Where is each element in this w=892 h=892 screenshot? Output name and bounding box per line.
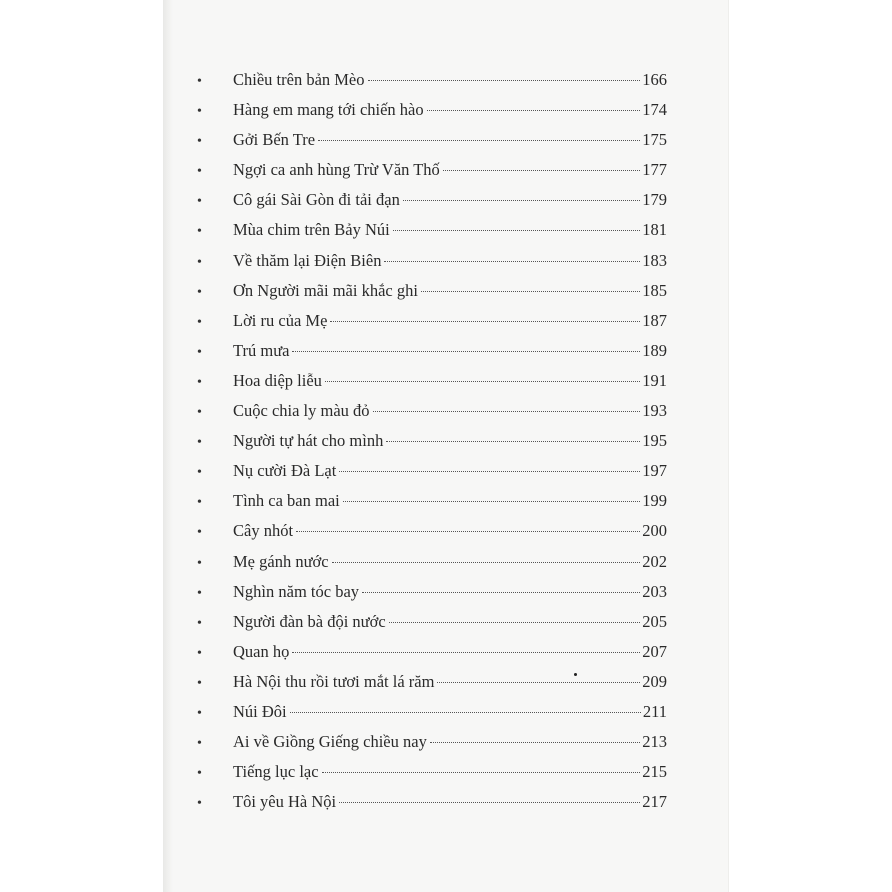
toc-entry-title: Mùa chim trên Bảy Núi — [233, 220, 390, 240]
bullet-icon: • — [197, 74, 202, 89]
bullet-icon: • — [197, 104, 202, 120]
toc-entry — [197, 336, 667, 366]
bullet-icon: • — [197, 736, 202, 752]
toc-entry-title: Tôi yêu Hà Nội — [233, 792, 337, 812]
dot-leader — [332, 562, 641, 563]
bullet-icon: • — [197, 344, 202, 360]
bullet-icon: • — [197, 224, 202, 240]
toc-entry-title: Về thăm lại Điện Biên — [233, 250, 382, 270]
toc-entry-page-number: 209 — [642, 671, 667, 691]
bullet-icon: • — [197, 585, 202, 601]
toc-entry-page-number: 181 — [642, 220, 667, 240]
toc-entry-page-number: 217 — [642, 792, 667, 812]
toc-entry-title: Ngợi ca anh hùng Trừ Văn Thố — [233, 160, 440, 180]
print-speck — [574, 673, 577, 676]
table-of-contents — [197, 65, 667, 817]
toc-entry — [197, 426, 667, 456]
toc-entry-title: Nghìn năm tóc bay — [233, 581, 360, 601]
bullet-icon: • — [197, 465, 202, 481]
dot-leader — [325, 381, 640, 382]
toc-entry — [197, 577, 667, 607]
page-gutter-shadow — [163, 0, 173, 892]
toc-entry — [197, 607, 667, 637]
toc-entry-title: Người đàn bà đội nước — [233, 611, 386, 631]
bullet-icon: • — [197, 525, 202, 541]
toc-entry — [197, 667, 667, 697]
dot-leader — [437, 682, 640, 683]
bullet-icon: • — [197, 766, 202, 782]
toc-entry-page-number: 187 — [642, 310, 667, 330]
bullet-icon: • — [197, 796, 202, 812]
dot-leader — [318, 140, 640, 141]
toc-entry-title: Tình ca ban mai — [233, 491, 340, 511]
toc-entry-page-number: 191 — [642, 370, 667, 390]
toc-entry-page-number: 174 — [642, 100, 667, 120]
bullet-icon: • — [197, 374, 202, 390]
dot-leader — [421, 291, 640, 292]
dot-leader — [443, 170, 640, 171]
toc-entry-title: Hàng em mang tới chiến hào — [233, 100, 424, 120]
bullet-icon: • — [197, 615, 202, 631]
bullet-icon: • — [197, 705, 202, 721]
toc-entry — [197, 366, 667, 396]
dot-leader — [393, 230, 641, 231]
bullet-icon: • — [197, 134, 202, 150]
toc-entry — [197, 787, 667, 817]
toc-entry — [197, 125, 667, 155]
bullet-icon: • — [197, 164, 202, 180]
toc-entry — [197, 757, 667, 787]
toc-entry-title: Quan họ — [233, 641, 290, 661]
toc-entry-title: Chiều trên bản Mèo — [233, 70, 365, 89]
toc-entry — [197, 215, 667, 245]
toc-entry — [197, 396, 667, 426]
toc-entry — [197, 456, 667, 486]
bullet-icon: • — [197, 435, 202, 451]
dot-leader — [403, 200, 640, 201]
toc-entry-page-number: 175 — [642, 130, 667, 150]
bullet-icon: • — [197, 314, 202, 330]
toc-entry-title: Người tự hát cho mình — [233, 431, 384, 451]
toc-entry-title: Mẹ gánh nước — [233, 551, 329, 571]
dot-leader — [296, 531, 640, 532]
toc-entry-title: Ơn Người mãi mãi khắc ghi — [233, 280, 418, 300]
toc-entry-title: Trú mưa — [233, 340, 290, 360]
dot-leader — [384, 261, 640, 262]
dot-leader — [292, 351, 640, 352]
toc-entry — [197, 185, 667, 215]
bullet-icon: • — [197, 675, 202, 691]
toc-entry — [197, 547, 667, 577]
toc-entry-title: Núi Đôi — [233, 701, 287, 721]
dot-leader — [290, 712, 641, 713]
toc-entry-title: Lời ru của Mẹ — [233, 310, 328, 330]
toc-entry — [197, 727, 667, 757]
toc-entry-page-number: 207 — [642, 641, 667, 661]
toc-entry — [197, 637, 667, 667]
toc-entry-title: Tiếng lục lạc — [233, 762, 319, 782]
dot-leader — [330, 321, 640, 322]
toc-entry-title: Ai về Giồng Giếng chiều nay — [233, 732, 427, 752]
dot-leader — [343, 501, 640, 502]
bullet-icon: • — [197, 405, 202, 421]
toc-entry-page-number: 177 — [642, 160, 667, 180]
dot-leader — [322, 772, 641, 773]
toc-entry-page-number: 199 — [642, 491, 667, 511]
bullet-icon: • — [197, 254, 202, 270]
toc-entry-page-number: 211 — [642, 701, 667, 721]
bullet-icon: • — [197, 645, 202, 661]
dot-leader — [368, 80, 641, 81]
dot-leader — [362, 592, 640, 593]
dot-leader — [339, 802, 640, 803]
toc-entry-title: Cuộc chia ly màu đỏ — [233, 401, 370, 421]
dot-leader — [386, 441, 640, 442]
bullet-icon: • — [197, 555, 202, 571]
toc-entry-page-number: 213 — [642, 732, 667, 752]
toc-entry-page-number: 193 — [642, 401, 667, 421]
toc-entry-title: Hoa diệp liễu — [233, 370, 322, 390]
toc-entry-page-number: 205 — [642, 611, 667, 631]
toc-entry-title: Cây nhót — [233, 521, 294, 541]
toc-entry-page-number: 202 — [642, 551, 667, 571]
toc-entry-page-number: 203 — [642, 581, 667, 601]
toc-entry — [197, 276, 667, 306]
toc-entry-page-number: 183 — [642, 250, 667, 270]
toc-entry — [197, 486, 667, 516]
toc-entry-title: Gởi Bến Tre — [233, 130, 316, 150]
toc-entry-page-number: 200 — [642, 521, 667, 541]
bullet-icon: • — [197, 194, 202, 210]
dot-leader — [292, 652, 640, 653]
toc-entry — [197, 306, 667, 336]
toc-entry — [197, 95, 667, 125]
toc-entry-title: Cô gái Sài Gòn đi tải đạn — [233, 190, 400, 210]
toc-entry-page-number: 185 — [642, 280, 667, 300]
toc-entry-page-number: 189 — [642, 340, 667, 360]
toc-entry-title: Nụ cười Đà Lạt — [233, 461, 337, 481]
dot-leader — [427, 110, 641, 111]
toc-entry — [197, 697, 667, 727]
dot-leader — [430, 742, 640, 743]
toc-entry-page-number: 215 — [642, 762, 667, 782]
toc-entry — [197, 516, 667, 546]
dot-leader — [389, 622, 641, 623]
toc-entry — [197, 246, 667, 276]
toc-entry-page-number: 179 — [642, 190, 667, 210]
dot-leader — [373, 411, 641, 412]
toc-entry-page-number: 195 — [642, 431, 667, 451]
toc-entry-title: Hà Nội thu rồi tươi mắt lá răm — [233, 671, 435, 691]
dot-leader — [339, 471, 640, 472]
toc-entry — [197, 155, 667, 185]
toc-entry — [197, 65, 667, 95]
toc-entry-page-number: 197 — [642, 461, 667, 481]
bullet-icon: • — [197, 495, 202, 511]
bullet-icon: • — [197, 284, 202, 300]
toc-entry-page-number: 166 — [642, 70, 667, 89]
